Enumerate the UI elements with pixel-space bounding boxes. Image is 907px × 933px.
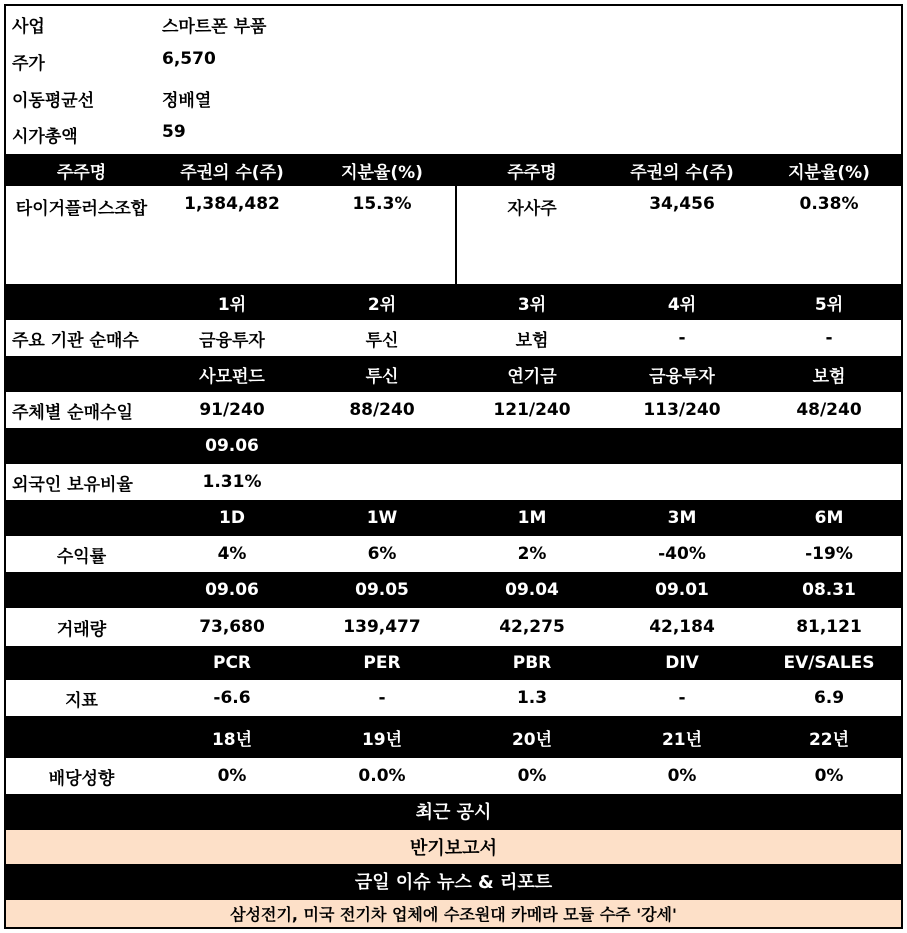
rank-3: 3위 — [517, 294, 547, 315]
volume-date-2: 09.05 — [355, 580, 409, 600]
indicator-3: 1.3 — [516, 688, 548, 708]
moving-average-label: 이동평균선 — [12, 91, 95, 111]
entity-days-row — [6, 392, 901, 428]
news-item: 삼성전기, 미국 전기차 업체에 수조원대 카메라 모듈 수주 '강세' — [230, 905, 677, 924]
rank-header — [6, 284, 901, 320]
indicator-label: 지표 — [65, 690, 98, 711]
foreign-date-header — [6, 428, 901, 464]
disclosure-title: 최근 공시 — [415, 802, 492, 823]
rank-5: 5위 — [814, 294, 844, 315]
returns-period-1: 1D — [219, 508, 245, 528]
rank-4: 4위 — [667, 294, 697, 315]
stock-summary-table — [4, 4, 903, 929]
volume-4: 42,184 — [649, 617, 715, 637]
entity-days-1: 91/240 — [199, 400, 265, 420]
entity-1: 사모펀드 — [199, 366, 265, 387]
market-cap-value: 59 — [162, 122, 186, 142]
entity-3: 연기금 — [507, 366, 557, 387]
holder-shares: 1,384,482 — [184, 194, 280, 214]
news-row — [6, 898, 901, 927]
volume-date-3: 09.04 — [505, 580, 559, 600]
price-label: 주가 — [12, 54, 45, 74]
foreign-value: 1.31% — [202, 472, 262, 492]
payout-header — [6, 716, 901, 758]
payout-year-1: 18년 — [211, 729, 253, 750]
rank-1: 1위 — [217, 294, 247, 315]
institution-row — [6, 320, 901, 356]
indicator-2: - — [378, 688, 386, 708]
ratio-header-2: 지분율(%) — [788, 162, 870, 183]
news-title: 금일 이슈 뉴스 & 리포트 — [354, 872, 553, 893]
indicator-5: 6.9 — [813, 688, 845, 708]
market-cap-label: 시가총액 — [12, 127, 78, 147]
holder-name-2: 자사주 — [507, 199, 557, 219]
indicator-4: - — [678, 688, 686, 708]
returns-period-2: 1W — [366, 508, 398, 528]
volume-5: 81,121 — [796, 617, 862, 637]
entity-days-3: 121/240 — [493, 400, 571, 420]
returns-period-5: 6M — [814, 508, 844, 528]
entity-days-label: 주체별 순매수일 — [12, 402, 133, 423]
indicator-name-5: EV/SALES — [783, 653, 875, 673]
foreign-label: 외국인 보유비율 — [12, 474, 133, 495]
volume-2: 139,477 — [343, 617, 421, 637]
entity-5: 보험 — [812, 366, 846, 387]
indicator-name-2: PER — [363, 653, 401, 673]
volume-header — [6, 572, 901, 608]
payout-year-3: 20년 — [511, 729, 553, 750]
institution-5: - — [825, 328, 833, 348]
disclosure-row — [6, 828, 901, 864]
disclosure-item: 반기보고서 — [410, 838, 497, 859]
payout-3: 0% — [517, 766, 547, 786]
returns-header — [6, 500, 901, 536]
entity-header — [6, 356, 901, 392]
entity-4: 금융투자 — [649, 366, 715, 387]
returns-5: -19% — [805, 544, 853, 564]
holder-ratio-2: 0.38% — [799, 194, 859, 214]
returns-3: 2% — [517, 544, 547, 564]
business-label: 사업 — [12, 17, 45, 37]
returns-1: 4% — [217, 544, 247, 564]
returns-label: 수익률 — [56, 546, 107, 567]
entity-days-4: 113/240 — [643, 400, 721, 420]
foreign-date: 09.06 — [205, 436, 259, 456]
ratio-header: 지분율(%) — [341, 162, 423, 183]
institution-4: - — [678, 328, 686, 348]
volume-label: 거래량 — [56, 619, 107, 640]
volume-date-5: 08.31 — [802, 580, 856, 600]
indicator-name-4: DIV — [665, 653, 699, 673]
foreign-row — [6, 464, 901, 500]
returns-2: 6% — [367, 544, 397, 564]
volume-row — [6, 608, 901, 646]
indicator-name-1: PCR — [212, 653, 252, 673]
rank-2: 2위 — [367, 294, 397, 315]
payout-row — [6, 758, 901, 794]
returns-period-3: 1M — [517, 508, 547, 528]
holders-row — [6, 186, 901, 284]
indicator-header — [6, 646, 901, 680]
entity-days-2: 88/240 — [349, 400, 415, 420]
returns-row — [6, 536, 901, 572]
price-value: 6,570 — [162, 49, 216, 69]
payout-2: 0.0% — [358, 766, 406, 786]
payout-5: 0% — [814, 766, 844, 786]
payout-label: 배당성향 — [48, 768, 115, 789]
volume-date-4: 09.01 — [655, 580, 709, 600]
holder-ratio: 15.3% — [352, 194, 412, 214]
payout-year-5: 22년 — [808, 729, 850, 750]
company-info — [6, 6, 901, 154]
indicator-1: -6.6 — [213, 688, 251, 708]
payout-year-2: 19년 — [361, 729, 403, 750]
returns-period-4: 3M — [667, 508, 697, 528]
holder-name: 타이거플러스조합 — [15, 199, 148, 219]
payout-1: 0% — [217, 766, 247, 786]
volume-3: 42,275 — [499, 617, 565, 637]
volume-date-1: 09.06 — [205, 580, 259, 600]
institution-2: 투신 — [365, 330, 399, 351]
holders-divider — [455, 186, 457, 284]
moving-average-value: 정배열 — [162, 91, 212, 111]
institution-label: 주요 기관 순매수 — [12, 330, 139, 351]
news-header — [6, 864, 901, 898]
shares-header-2: 주권의 수(주) — [630, 162, 734, 183]
payout-4: 0% — [667, 766, 697, 786]
entity-days-5: 48/240 — [796, 400, 862, 420]
holders-header — [6, 154, 901, 186]
disclosure-header — [6, 794, 901, 828]
entity-2: 투신 — [365, 366, 399, 387]
institution-1: 금융투자 — [199, 330, 265, 351]
indicator-name-3: PBR — [512, 653, 552, 673]
volume-1: 73,680 — [199, 617, 265, 637]
holder-name-header: 주주명 — [56, 162, 107, 183]
payout-year-4: 21년 — [661, 729, 703, 750]
institution-3: 보험 — [515, 330, 549, 351]
shares-header: 주권의 수(주) — [180, 162, 284, 183]
returns-4: -40% — [658, 544, 706, 564]
indicator-row — [6, 680, 901, 716]
holder-shares-2: 34,456 — [649, 194, 715, 214]
business-value: 스마트폰 부품 — [162, 17, 267, 37]
holder-name-header-2: 주주명 — [507, 162, 557, 183]
